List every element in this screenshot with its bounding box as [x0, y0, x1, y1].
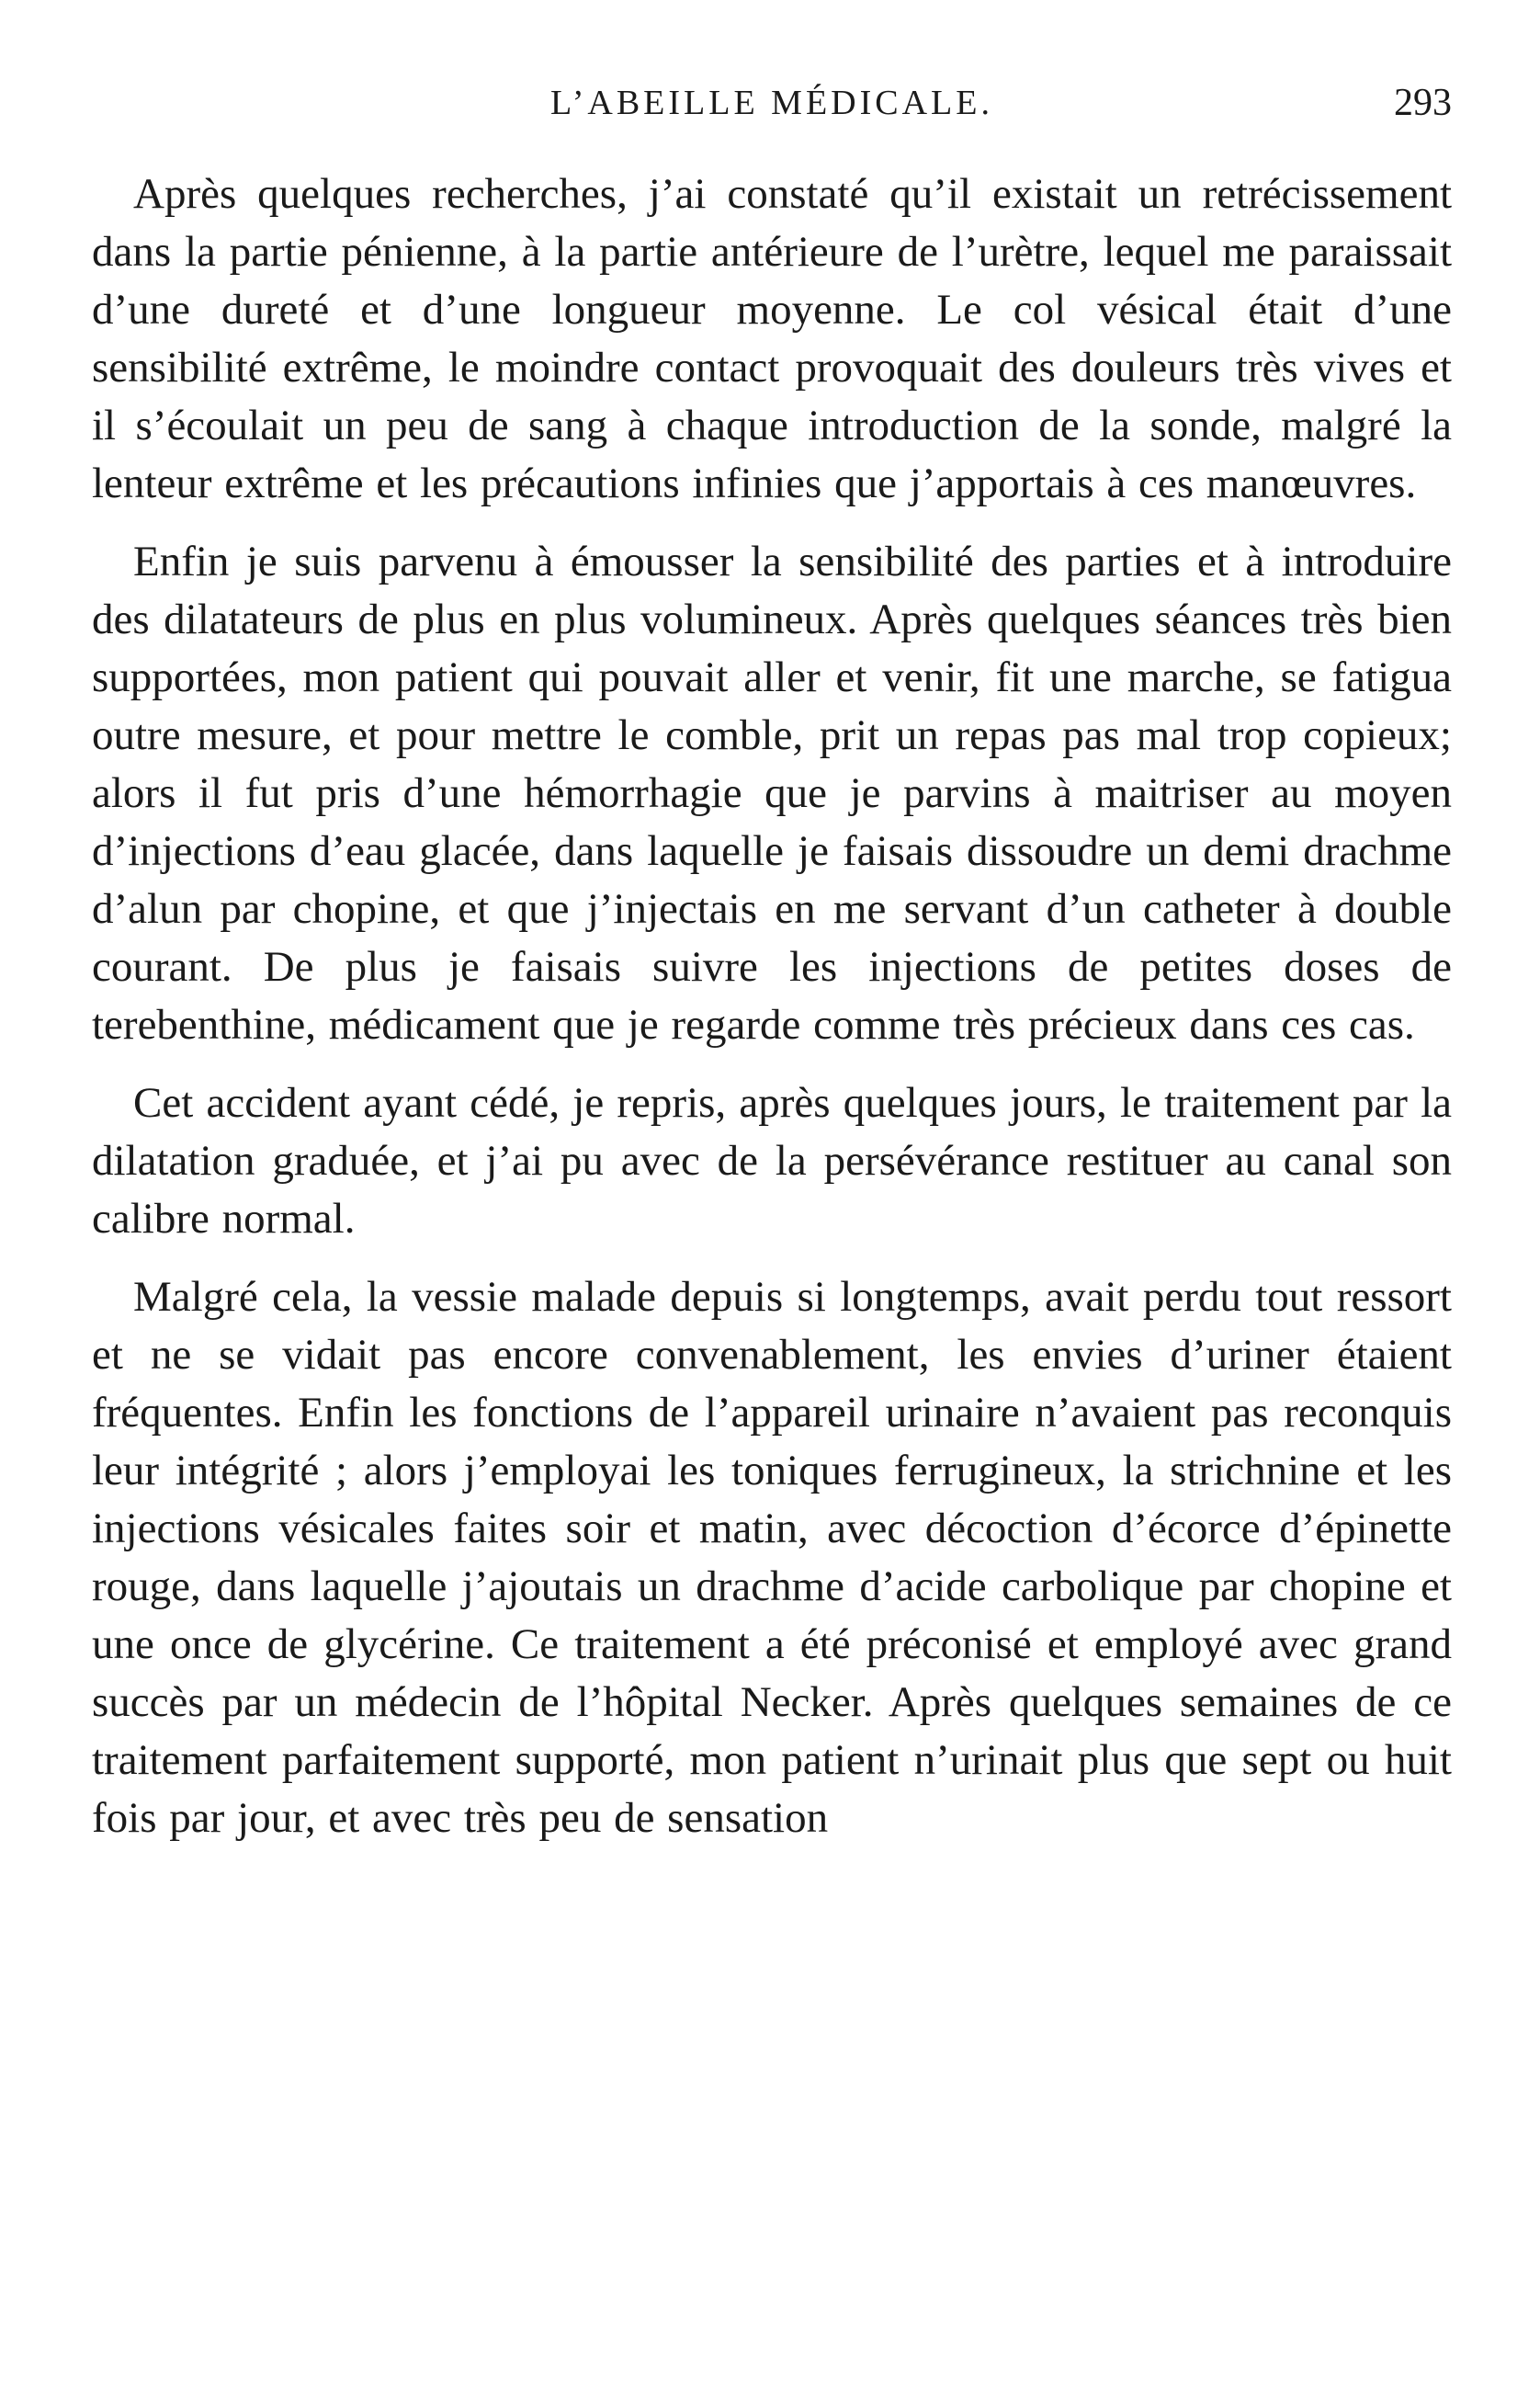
paragraph-4: Malgré cela, la vessie malade depuis si longtemps, avait perdu tout ressort et ne se vidait pas encore convenablement, les envies d’uriner étaient fréquentes. Enfin les fonctions de l’appareil urinaire n’avaient pas reconquis leur intégrité ; alors j’employai les toniques ferrugineux, la strichnine et les injections vésicales faites soir et matin, avec décoction d’écorce d’épinette rouge, dans laquelle j’ajoutais un drachme d’acide carbolique par chopine et une once de glycérine. Ce traitement a été préconisé et employé avec grand succès par un médecin de l’hôpital Necker. Après quelques semaines de ce traitement parfaitement supporté, mon patient n’urinait plus que sept ou huit fois par jour, et avec très peu de sensation	[92, 1273, 1452, 1842]
running-title: L’ABEILLE MÉDICALE.	[550, 84, 993, 122]
page-number: 293	[1394, 82, 1452, 124]
book-page	[92, 64, 1452, 2362]
paragraph-1: Après quelques recherches, j’ai constaté qu’il existait un retrécissement dans la partie pénienne, à la partie antérieure de l’urètre, lequel me paraissait d’une dureté et d’une longueur moyenne. Le col vésical était d’une sensibilité extrême, le moindre contact provoquait des douleurs très vives et il s’écoulait un peu de sang à chaque introduction de la sonde, malgré la lenteur extrême et les précautions infinies que j’apportais à ces manœuvres.	[92, 170, 1452, 507]
running-head	[92, 64, 1452, 129]
paragraph-3: Cet accident ayant cédé, je repris, après quelques jours, le traitement par la dilatation graduée, et j’ai pu avec de la persévérance restituer au canal son calibre normal.	[92, 1079, 1452, 1243]
paragraph-2: Enfin je suis parvenu à émousser la sensibilité des parties et à introduire des dilatateurs de plus en plus volumineux. Après quelques séances très bien supportées, mon patient qui pouvait aller et venir, fit une marche, se fatigua outre mesure, et pour mettre le comble, prit un repas pas mal trop copieux; alors il fut pris d’une hémorrhagie que je parvins à maitriser au moyen d’injections d’eau glacée, dans laquelle je faisais dissoudre un demi drachme d’alun par chopine, et que j’injectais en me servant d’un catheter à double courant. De plus je faisais suivre les injections de petites doses de terebenthine, médicament que je regarde comme très précieux dans ces cas.	[92, 538, 1452, 1049]
body-text	[92, 165, 1452, 1847]
